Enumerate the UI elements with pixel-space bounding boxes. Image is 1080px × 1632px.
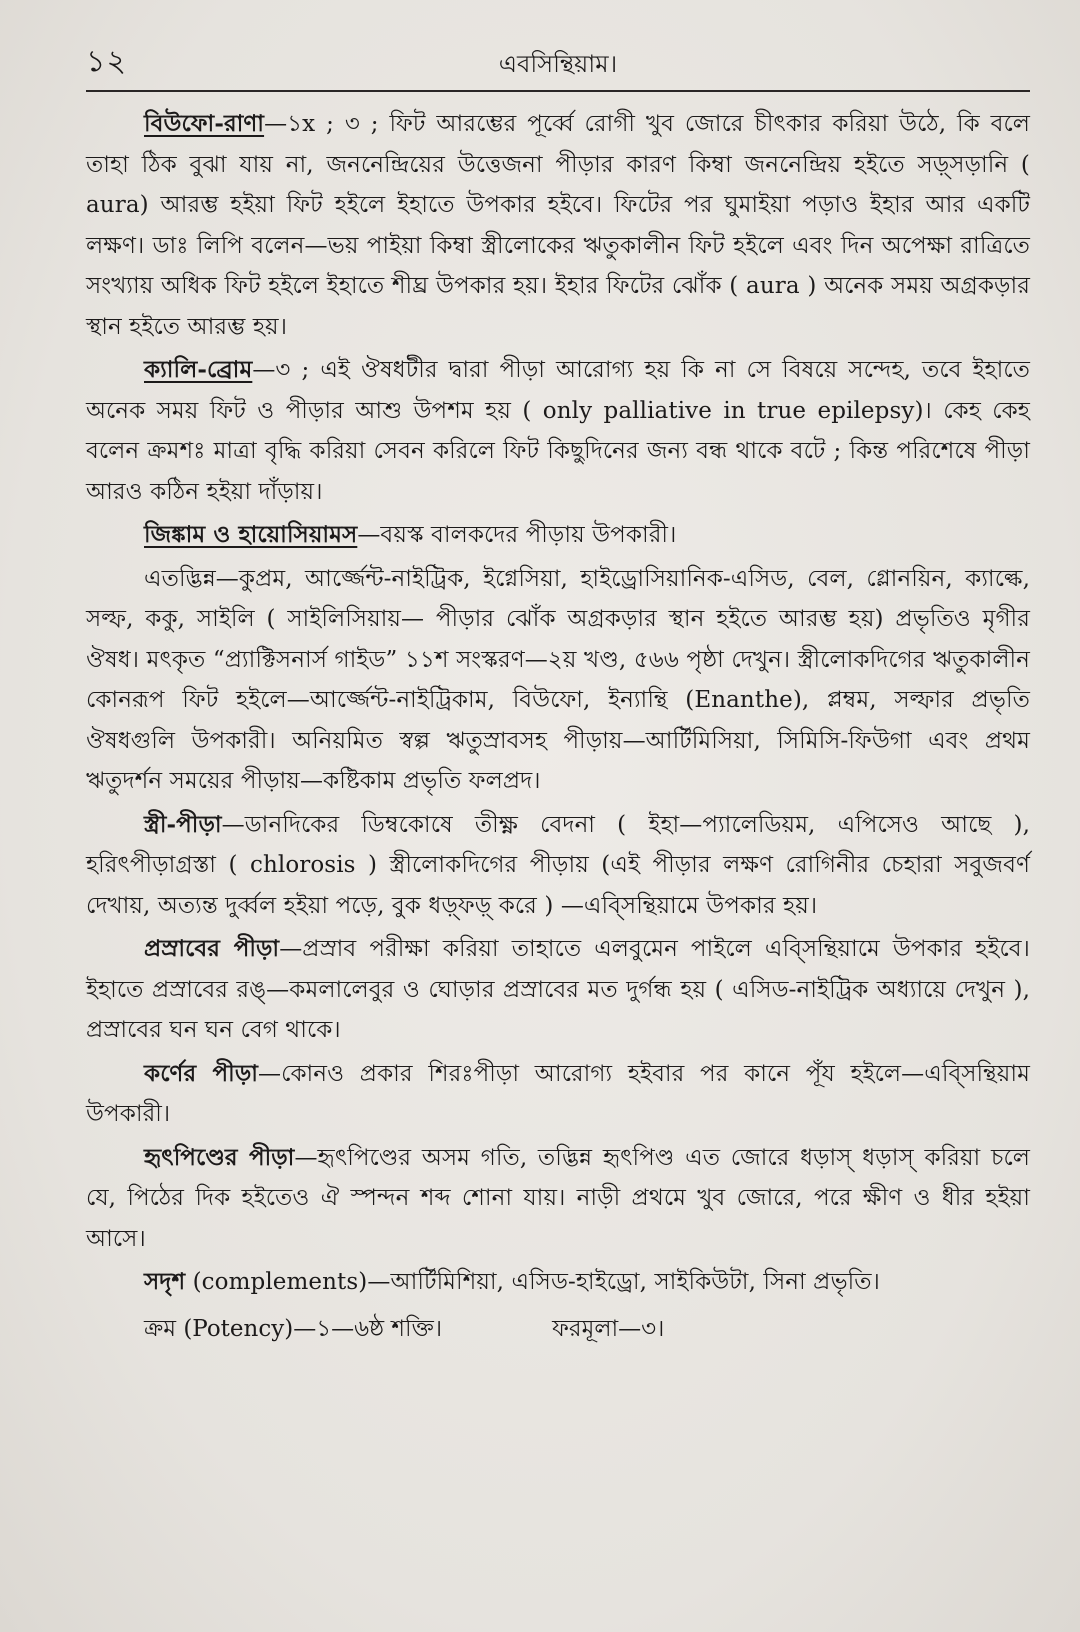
paragraph-body: —বয়স্ক বালকদের পীড়ায় উপকারী।: [357, 522, 677, 548]
paragraph-term: জিঙ্কাম ও হায়োসিয়ামস: [144, 521, 358, 548]
paragraph-urinary-disease: [86, 929, 1030, 1051]
paragraph-body: (complements)—আর্টিমিশিয়া, এসিড-হাইড্রো, সাইকিউটা, সিনা প্রভৃতি।: [185, 1269, 880, 1295]
paragraph-heart-disease: [86, 1138, 1030, 1260]
paragraph-body: —৩ ; এই ঔষধটীর দ্বারা পীড়া আরোগ্য হয় কি না সে বিষয়ে সন্দেহ, তবে ইহাতে অনেক সময় ফিট ও পীড়ার আশু উপশম হয় ( only palliative in true epilepsy)। কেহ কেহ বলেন ক্রমশঃ মাত্রা বৃদ্ধি করিয়া সেবন করিলে ফিট কিছুদিনের জন্য বন্ধ থাকে বটে ; কিন্ত পরিশেষে পীড়া আরও কঠিন হইয়া দাঁড়ায়।: [86, 357, 1030, 505]
paragraph-term: হৃৎপিণ্ডের পীড়া: [144, 1143, 295, 1171]
paragraph-term: বিউফো-রাণা: [144, 110, 265, 137]
paragraph-term: প্রস্রাবের পীড়া: [144, 935, 280, 962]
paragraph-complements: [86, 1262, 1030, 1303]
paragraph-bufo-rana: [86, 104, 1030, 347]
paragraph-zincum-hyoscyamus: [86, 515, 1030, 556]
running-header: [86, 44, 1030, 92]
paragraph-female-disease: [86, 805, 1030, 927]
paragraph-body: —হৃৎপিণ্ডের অসম গতি, তদ্ভিন্ন হৃৎপিণ্ড এত জোরে ধড়াস্ ধড়াস্ করিয়া চলে যে, পিঠের দিক হইতেও ঐ স্পন্দন শব্দ শোনা যায়। নাড়ী প্রথমে খুব জোরে, পরে ক্ষীণ ও ধীর হইয়া আসে।: [86, 1144, 1030, 1252]
paragraph-kali-brom: [86, 350, 1030, 512]
paragraph-term: কর্ণের পীড়া: [144, 1059, 259, 1087]
paragraph-body: —ডানদিকের ডিম্বকোষে তীক্ষ্ণ বেদনা ( ইহা—প্যালেডিয়ম, এপিসেও আছে ), হরিৎপীড়াগ্রস্তা ( chlorosis ) স্ত্রীলোকদিগের পীড়ায় (এই পীড়ার লক্ষণ রোগিনীর চেহারা সবুজবর্ণ দেখায়, অত্যন্ত দুর্ব্বল হইয়া পড়ে, বুক ধড়্ফড়্ করে ) —এব্সিন্থিয়ামে উপকার হয়।: [86, 811, 1030, 919]
paragraph-body: —কোনও প্রকার শিরঃপীড়া আরোগ্য হইবার পর কানে পূঁয হইলে—এব্সিন্থিয়াম উপকারী।: [86, 1060, 1030, 1127]
spacer: [442, 1309, 552, 1349]
paragraph-other-remedies: [86, 559, 1030, 802]
page-number: ১২: [86, 44, 127, 79]
paragraph-ear-disease: [86, 1054, 1030, 1135]
paragraph-term: স্ত্রী-পীড়া: [144, 810, 222, 838]
body-text: [86, 104, 1030, 1303]
paragraph-body: —প্রস্রাব পরীক্ষা করিয়া তাহাতে এলবুমেন পাইলে এব্সিন্থিয়ামে উপকার হইবে। ইহাতে প্রস্রাবের রঙ্—কমলালেবুর ও ঘোড়ার প্রস্রাবের মত দুর্গন্ধ হয় ( এসিড-নাইট্রিক অধ্যায়ে দেখুন ), প্রস্রাবের ঘন ঘন বেগ থাকে।: [86, 936, 1030, 1043]
potency-formula-line: [86, 1309, 1030, 1349]
paragraph-term: ক্যালি-ব্রোম: [144, 356, 253, 383]
paragraph-body: —১x ; ৩ ; ফিট আরম্ভের পূর্ব্বে রোগী খুব জোরে চীৎকার করিয়া উঠে, কি বলে তাহা ঠিক বুঝা যায় না, জননেন্দ্রিয়ের উত্তেজনা পীড়ার কারণ কিম্বা জননেন্দ্রিয় হইতে সড়্সড়ানি ( aura) আরম্ভ হইয়া ফিট হইলে ইহাতে উপকার হইবে। ফিটের পর ঘুমাইয়া পড়াও ইহার আর একটি লক্ষণ। ডাঃ লিপি বলেন—ভয় পাইয়া কিম্বা স্ত্রীলোকের ঋতুকালীন ফিট হইলে এবং দিন অপেক্ষা রাত্রিতে সংখ্যায় অধিক ফিট হইলে ইহাতে শীঘ্র উপকার হয়। ইহার ফিটের ঝোঁক ( aura ) অনেক সময় অগ্রকড়ার স্থান হইতে আরম্ভ হয়।: [86, 111, 1030, 340]
paragraph-body: এতদ্ভিন্ন—কুপ্রম, আর্জ্জেন্ট-নাইট্রিক, ইগ্নেসিয়া, হাইড্রোসিয়ানিক-এসিড, বেল, গ্লোনয়িন, ক্যাল্কে, সল্ফ, ককু, সাইলি ( সাইলিসিয়ায়— পীড়ার ঝোঁক অগ্রকড়ার স্থান হইতে আরম্ভ হয়) প্রভৃতিও মৃগীর ঔষধ। মৎকৃত “প্র্যাক্টিসনার্স গাইড” ১১শ সংস্করণ—২য় খণ্ড, ৫৬৬ পৃষ্ঠা দেখুন। স্ত্রীলোকদিগের ঋতুকালীন কোনরূপ ফিট হইলে—আর্জ্জেন্ট-নাইট্রিকাম, বিউফো, ইন্যান্থি (Enanthe), প্লম্বম, সল্ফার প্রভৃতি ঔষধগুলি উপকারী। অনিয়মিত স্বল্প ঋতুস্রাবসহ পীড়ায়—আর্টিমিসিয়া, সিমিসি-ফিউগা এবং প্রথম ঋতুদর্শন সময়ের পীড়ায়—কষ্টিকাম প্রভৃতি ফলপ্রদ।: [86, 565, 1030, 794]
paragraph-term: সদৃশ: [144, 1268, 186, 1295]
running-title: এবসিন্থিয়াম।: [498, 50, 618, 78]
potency-text: ক্রম (Potency)—১—৬ষ্ঠ শক্তি।: [144, 1315, 443, 1342]
formula-text: ফরমূলা—৩।: [552, 1315, 665, 1342]
